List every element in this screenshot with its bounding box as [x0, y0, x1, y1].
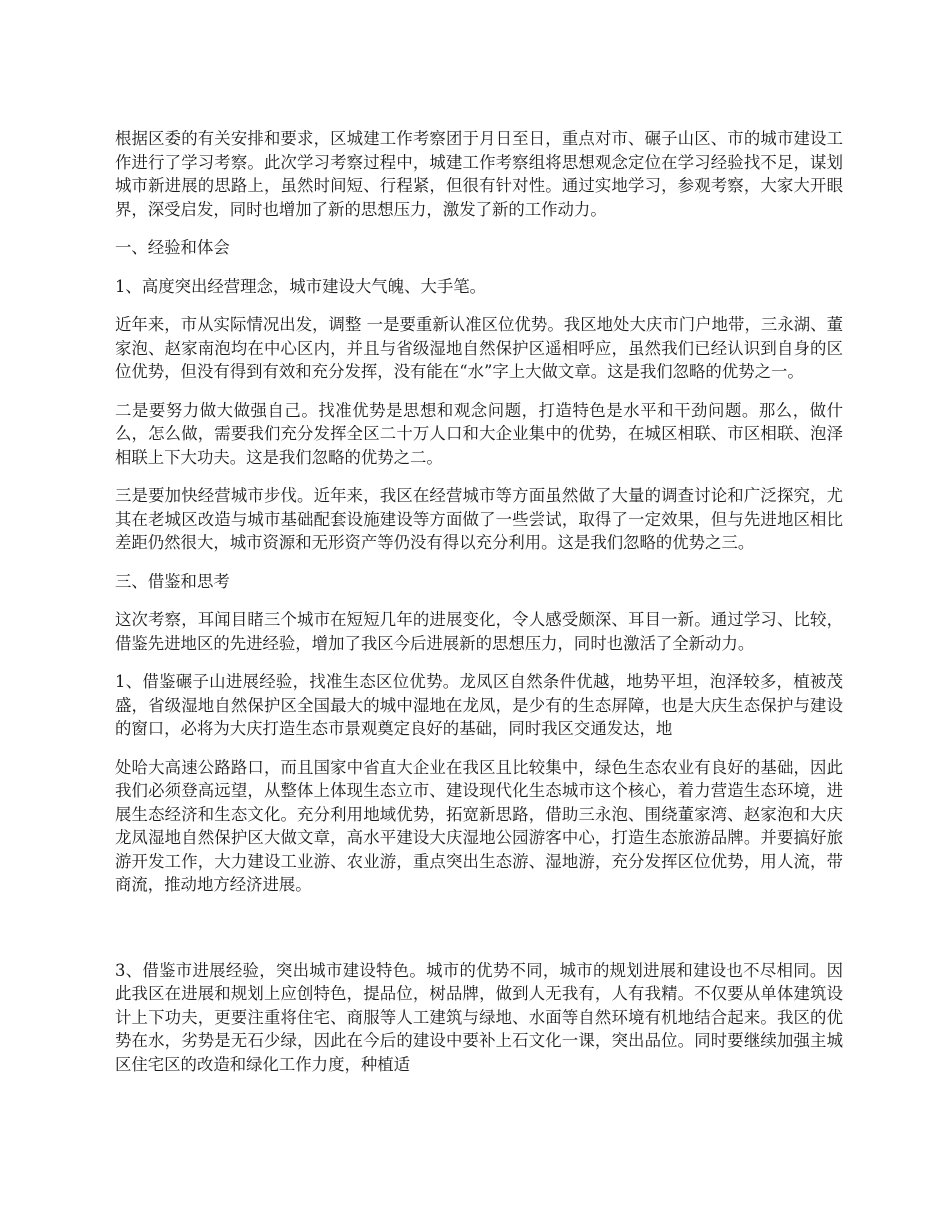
section-heading-experience: 一、经验和体会 — [115, 238, 230, 257]
paragraph-location-advantage: 近年来，市从实际情况出发，调整 一是要重新认准区位优势。我区地处大庆市门户地带，三永湖、董家泡、赵家南泡均在中心区内，并且与省级湿地自然保护区遥相呼应，虽然我们已经认识到自身的区位优势，但没有得到有效和充分发挥，没有能在“水”字上大做文章。这是我们忽略的优势之一。 — [115, 315, 843, 381]
paragraph-grow-stronger: 二是要努力做大做强自己。找准优势是思想和观念问题，打造特色是水平和干劲问题。那么，做什么，怎么做，需要我们充分发挥全区二十万人口和大企业集中的优势，在城区相联、市区相联、泡泽相联上下大功夫。这是我们忽略的优势之二。 — [115, 400, 843, 467]
subheading-operating-concept: 1、高度突出经营理念，城市建设大气魄、大手笔。 — [115, 276, 487, 296]
paragraph-city-character: 3、借鉴市进展经验，突出城市建设特色。城市的优势不同，城市的规划进展和建设也不尽相同。因此我区在进展和规划上应创特色，提品位，树品牌，做到人无我有，人有我精。不仅要从单体建筑设计上下功夫，更要注重将住宅、商服等人工建筑与绿地、水面等自然环境有机地结合起来。我区的优势在水，劣势是无石少绿，因此在今后的建设中要补上石文化一课，突出品位。同时要继续加强主城区住宅区的改造和绿化工作力度，种植适 — [115, 960, 843, 1074]
paragraph-ecology-tourism: 处哈大高速公路路口，而且国家中省直大企业在我区且比较集中，绿色生态农业有良好的基础，因此我们必须登高远望，从整体上体现生态立市、建设现代化生态城市这个核心，着力营造生态环境，进展生态经济和生态文化。充分利用地域优势，拓宽新思路，借助三永泡、围绕董家湾、赵家泡和大庆龙凤湿地自然保护区大做文章，高水平建设大庆湿地公园游客中心，打造生态旅游品牌。并要搞好旅游开发工作，大力建设工业游、农业游，重点突出生态游、湿地游，充分发挥区位优势，用人流，带商流，推动地方经济进展。 — [115, 757, 843, 894]
paragraph-inspection-summary: 这次考察，耳闻目睹三个城市在短短几年的进展变化，令人感受颇深、耳目一新。通过学习、比较，借鉴先进地区的先进经验，增加了我区今后进展新的思想压力，同时也激活了全新动力。 — [115, 610, 843, 653]
document-body — [115, 127, 843, 1091]
paragraph-intro: 根据区委的有关安排和要求，区城建工作考察团于月日至日，重点对市、碾子山区、市的城市建设工作进行了学习考察。此次学习考察过程中，城建工作考察组将思想观念定位在学习经验找不足，谋划城市新进展的思路上，虽然时间短、行程紧，但很有针对性。通过实地学习，参观考察，大家大开眼界，深受启发，同时也增加了新的思想压力，激发了新的工作动力。 — [115, 129, 843, 219]
paragraph-operating-city: 三是要加快经营城市步伐。近年来，我区在经营城市等方面虽然做了大量的调查讨论和广泛探究，尤其在老城区改造与城市基础配套设施建设等方面做了一些尝试，取得了一定效果，但与先进地区相比差距仍然很大，城市资源和无形资产等仍没有得以充分利用。这是我们忽略的优势之三。 — [115, 486, 843, 552]
section-heading-reflection: 三、借鉴和思考 — [115, 571, 230, 591]
paragraph-ecology-advantage: 1、借鉴碾子山进展经验，找准生态区位优势。龙凤区自然条件优越，地势平坦，泡泽较多，植被茂盛，省级湿地自然保护区全国最大的城中湿地在龙凤，是少有的生态屏障，也是大庆生态保护与建设的窗口，必将为大庆打造生态市景观奠定良好的基础，同时我区交通发达，地 — [115, 672, 843, 738]
